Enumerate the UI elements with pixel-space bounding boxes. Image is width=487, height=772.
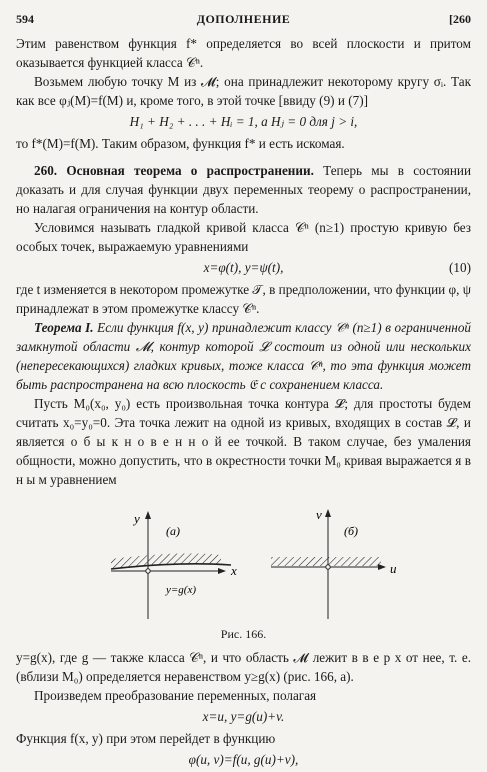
- origin-right: [326, 565, 330, 569]
- paragraph-8: Произведем преобразование переменных, полагая: [34, 688, 317, 703]
- axis-u-label: u: [390, 561, 397, 576]
- page: [16, 10, 471, 772]
- formula-4-text: φ(u, v)=f(u, g(u)+v),: [188, 752, 299, 767]
- formula-4: [16, 748, 471, 772]
- section-ref: [260: [449, 12, 471, 26]
- theorem-label: Теорема I.: [34, 320, 94, 335]
- figure-svg: [16, 495, 471, 623]
- theorem-text: Если функция f(x, y) принадлежит классу 𝒞ⁿ (n≥1) в ограниченной замкнутой области 𝓜, контур которой 𝓛 состоит из одной или нескольких (непересекающихся) гладких кривых, тоже класса 𝒞ⁿ, то эта функция может быть распространена на всю плоскость 𝔈 с сохранением класса.: [16, 320, 472, 392]
- paragraph-9: Функция f(x, y) при этом перейдет в функцию: [16, 731, 276, 746]
- axis-v-label: v: [316, 507, 322, 522]
- formula-3: [16, 705, 471, 729]
- paragraph-1: Этим равенством функция f* определяется во всей плоскости и притом оказывается функцией класса 𝒞ⁿ.: [16, 36, 471, 70]
- formula-1: [16, 110, 471, 134]
- axis-x-label-left: x: [231, 563, 237, 578]
- figure-label-a: (а): [166, 524, 180, 538]
- page-header: [16, 10, 471, 28]
- paragraph-2: Возьмем любую точку M из 𝓜; она принадлежит некоторому кругу σᵢ. Так как все φⱼ(M)=f(M) и, кроме того, в этой точке [ввиду (9) и (7)]: [16, 74, 471, 108]
- formula-3-text: x=u, y=g(u)+v.: [202, 709, 285, 724]
- page-number: 594: [16, 12, 34, 26]
- origin-left: [146, 569, 150, 573]
- paragraph-4: Условимся называть гладкой кривой класса 𝒞ⁿ (n≥1) простую кривую без особых точек, выражаемую уравнениями: [16, 220, 471, 254]
- figure-label-b: (б): [344, 524, 359, 538]
- axis-y-label-left: y: [134, 511, 140, 526]
- paragraph-6: Пусть M₀(x₀, y₀) есть произвольная точка контура 𝓛; для простоты будем считать x₀=y₀=0. Эта точка лежит на одной из кривых, входящих в состав 𝓛, и является о б ы к н о в е н н о й ее точкой. В таком случае, без умаления общности, можно допустить, что в окрестности точки M₀ кривая выражается я в н ы м уравнением: [16, 396, 471, 487]
- y-arrow-left: [145, 511, 151, 519]
- section-260-paragraph: [16, 161, 471, 218]
- figure-166: [16, 495, 471, 623]
- region-above-u: [271, 557, 381, 566]
- formula-2-number: (10): [449, 260, 471, 275]
- paragraph-5: где t изменяется в некотором промежутке 𝒯, в предположении, что функции φ, ψ принадлежат в этом промежутке классу 𝒞ⁿ.: [16, 282, 471, 316]
- paragraph-3: то f*(M)=f(M). Таким образом, функция f* и есть искомая.: [16, 136, 345, 151]
- formula-1-text: H₁ + H₂ + . . . + Hᵢ = 1, а Hⱼ = 0 для j > i,: [129, 114, 358, 129]
- x-arrow-left: [218, 568, 226, 574]
- paragraph-7: y=g(x), где g — также класса 𝒞ⁿ, и что область 𝓜 лежит в в е р х от нее, т. е. (вблизи M₀) определяется неравенством y≥g(x) (рис. 166, а).: [16, 650, 471, 684]
- figure-caption: Рис. 166.: [220, 627, 267, 641]
- curve-label: y=g(x): [166, 584, 197, 596]
- running-title: ДОПОЛНЕНИЕ: [196, 12, 291, 26]
- v-arrow: [325, 509, 331, 517]
- formula-2: [16, 256, 471, 280]
- theorem-paragraph: [16, 318, 471, 394]
- formula-2-text: x=φ(t), y=ψ(t),: [203, 260, 284, 275]
- section-260-text: Теперь мы в состоянии доказать и для случая функции двух переменных теорему о распространении, но налагая ограничения на контур области.: [16, 163, 471, 216]
- section-260-label: 260. Основная теорема о распространении.: [34, 163, 314, 178]
- u-arrow: [378, 564, 386, 570]
